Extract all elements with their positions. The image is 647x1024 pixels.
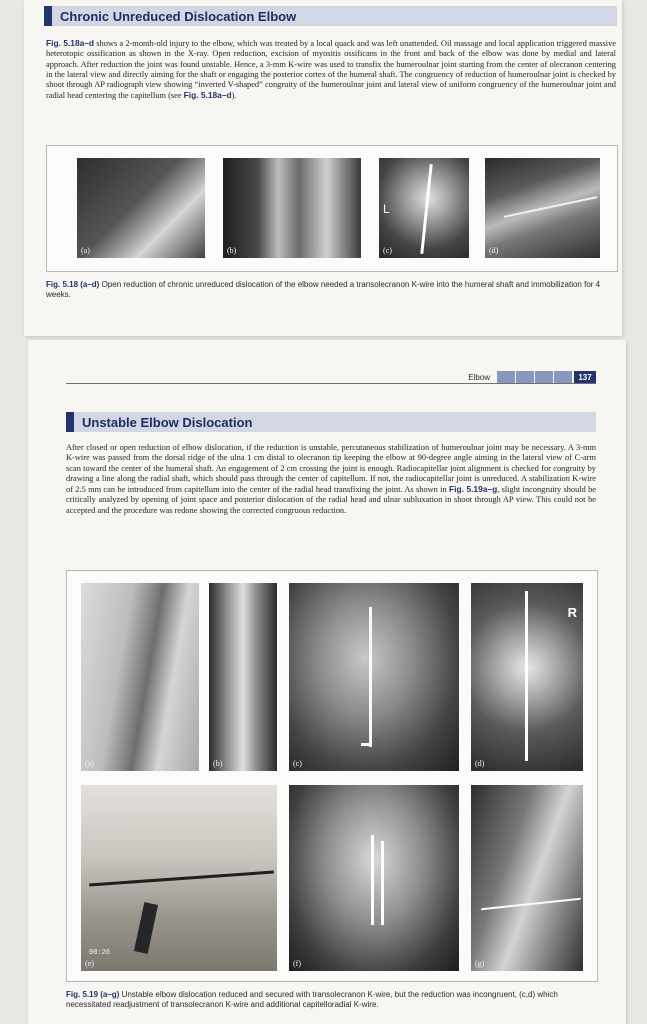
header-block <box>535 371 553 384</box>
panel-label: (b) <box>227 246 237 255</box>
caption-text: Unstable elbow dislocation reduced and secured with transolecranon K-wire, but the reduction was incongruent, (c,d) which necessitated readjustment of transolecranon K-wire and additional capitelloradial K-wire. <box>66 990 558 1009</box>
k-wire <box>481 898 581 910</box>
panel-label: (c) <box>293 759 302 768</box>
panel-label: (a) <box>85 759 94 768</box>
figure-caption <box>66 990 596 1010</box>
panel-label: (g) <box>475 959 485 968</box>
page-number: 137 <box>574 371 596 384</box>
running-head: Elbow <box>468 372 490 382</box>
header-block <box>497 371 515 384</box>
caption-label: Fig. 5.19 (a–g) <box>66 990 120 999</box>
timestamp: 00:26 <box>89 949 111 957</box>
section-header <box>44 6 617 26</box>
header-block <box>554 371 572 384</box>
panel-label: (b) <box>213 759 223 768</box>
paragraph-text: shows a 2-month-old injury to the elbow, which was treated by a local quack and was left unattended. Oil massage and local application triggered massive heterotopic ossification as shown in the X-ray. Open reduction, excision of myositis ossificans in the front and back of the elbow was done by medial and lateral approach. After reduction the joint was found unstable. Hence, a 3-mm K-wire was used to transfix the humeroulnar joint starting from the center of olecranon centering in the lateral view and directly aiming for the shaft or engaging the posterior cortex of the humeral shaft. The congruency of reduction of humeroulnar joint is checked by shoot through AP radiograph view showing “inverted V-shaped” congruity of the humeroulnar joint and lateral view of uniform congruency of the humeroulnar joint and radial head centering the capitellum (see <box>46 39 616 101</box>
k-wire <box>369 607 372 747</box>
page-137 <box>28 340 626 1024</box>
figure-5-19 <box>66 570 598 982</box>
k-wire <box>381 841 384 925</box>
running-header <box>66 370 596 384</box>
xray-image-g <box>471 785 583 971</box>
xray-image-a <box>77 158 205 258</box>
paragraph-text: , slight incongruity should be critically analyzed by opening of joint space and posterior dislocation of the radial head and ulnar subluxation in shoot through AP view. This could not be accepted and the procedure was redone showing the corrected congruous reduction. <box>66 485 597 515</box>
body-paragraph <box>66 443 596 516</box>
figure-5-18 <box>46 145 618 272</box>
header-block <box>516 371 534 384</box>
xray-image-a <box>81 583 199 771</box>
header-rule <box>66 383 596 384</box>
k-wire <box>371 835 374 925</box>
page-chronic-dislocation <box>24 0 622 336</box>
xray-image-e <box>81 785 277 971</box>
figure-caption <box>46 280 616 300</box>
xray-image-b <box>223 158 361 258</box>
k-wire <box>504 196 597 218</box>
paragraph-text: After closed or open reduction of elbow dislocation, if the reduction is unstable, percutaneous stabilization of humeroulnar joint may be necessary. A 3-mm K-wire was passed from the dorsal ridge of the ulna 1 cm distal to olecranon tip keeping the elbow at 90-degree angle aiming in the lateral view of C-arm scan toward the center of the humeral shaft. An engagement of 2 cm crossing the joint is enough. Radiocapitellar joint alignment is checked for congruity by drawing a line along the radial shaft, which should pass through the center of capitellum. If not, the radiocapitellar joint is unreduced. A stabilization K-wire of 2.5 mm can be introduced from capitellum into the center of the radial head transfixing the joint. As shown in <box>66 443 596 495</box>
section-header <box>66 412 596 432</box>
section-title: Unstable Elbow Dislocation <box>82 414 253 430</box>
caption-label: Fig. 5.18 (a–d) <box>46 280 100 289</box>
panel-label: (d) <box>475 759 485 768</box>
body-paragraph <box>46 38 616 102</box>
panel-label: (f) <box>293 959 301 968</box>
panel-label: (e) <box>85 959 94 968</box>
figure-reference: Fig. 5.18a–d <box>183 90 232 101</box>
section-title: Chronic Unreduced Dislocation Elbow <box>60 8 297 24</box>
section-marker <box>44 6 52 26</box>
figure-reference: Fig. 5.18a–d <box>46 38 95 48</box>
k-wire <box>420 164 432 254</box>
figure-reference: Fig. 5.19a–g <box>449 484 498 495</box>
drill-guide <box>134 902 158 954</box>
panel-label: (d) <box>489 246 499 255</box>
xray-image-d <box>471 583 583 771</box>
xray-image-c <box>379 158 469 258</box>
section-marker <box>66 412 74 432</box>
k-wire <box>89 871 274 887</box>
xray-image-d <box>485 158 600 258</box>
k-wire-hook <box>361 743 372 746</box>
caption-text: Open reduction of chronic unreduced dislocation of the elbow needed a transolecranon K-wire into the humeral shaft and immobilization for 4 weeks. <box>46 280 601 299</box>
panel-label: (c) <box>383 246 392 255</box>
xray-image-b <box>209 583 277 771</box>
xray-image-c <box>289 583 459 771</box>
side-marker: L <box>383 202 390 216</box>
paragraph-end: ). <box>231 91 237 101</box>
side-marker: R <box>567 605 577 620</box>
xray-image-f <box>289 785 459 971</box>
panel-label: (a) <box>81 246 90 255</box>
k-wire <box>525 591 528 761</box>
